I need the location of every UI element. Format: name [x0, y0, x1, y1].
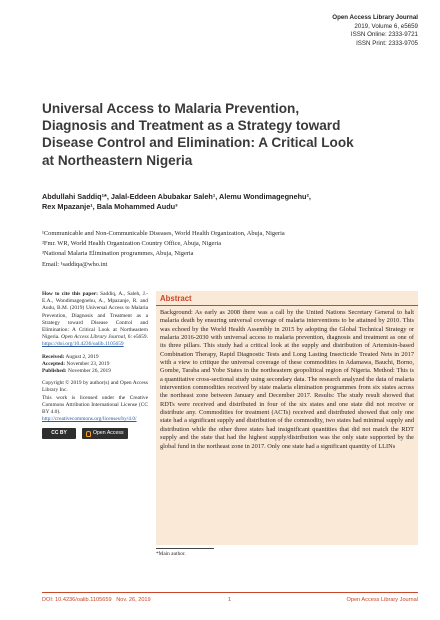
footer-divider — [42, 592, 418, 593]
footer-doi-date — [42, 597, 151, 603]
received-date: August 2, 2019 — [65, 353, 99, 360]
cc-by-badge[interactable]: CC BY — [42, 428, 76, 439]
page-number: 1 — [228, 597, 232, 603]
journal-volume: 2019, Volume 6, e5659 — [354, 22, 418, 30]
journal-name[interactable]: Open Access Library Journal — [332, 14, 418, 21]
author-list — [42, 192, 372, 213]
footer-journal: Open Access Library Journal — [346, 597, 418, 603]
license-text: This work is licensed under the Creative Commons Attribution International License (CC BY 4.0). — [42, 394, 148, 416]
citation-block — [42, 291, 148, 349]
article-title: Universal Access to Malaria Prevention, Diagnosis and Treatment as a Strategy toward Disease Control and Elimination: A Critical Look at Northeastern Nigeria — [42, 101, 354, 168]
footnote: *Main author. — [156, 551, 186, 557]
journal-issn-online: ISSN Online: 2333-9721 — [350, 31, 418, 39]
affiliation: ²Fmr. WR, World Health Organization Country Office, Abuja, Nigeria — [42, 240, 222, 248]
affiliation: ¹Communicable and Non-Communicable Diseases, World Health Organization, Abuja, Nigeria — [42, 230, 285, 237]
abstract-text: Background: As early as 2008 there was a call by the United Nations Secretary General to halt malaria death by ensuring universal coverage of malaria interventions to be attained by 2010. This was echoed by the World Health Assembly in 2015 by adopting the Global Technical Strategy or malaria 2016-2030 with universal access to malaria prevention, diagnosis and treatment as one of its three pillars. This study had a critical look at the supply and distribution of Artemisin-based Combination Therapy, Rapid Diagnostic Tests and Long Lasting Insecticide Treated Nets in 2017 with a view to critique the universal coverage of these commodities in Adamawa, Bauchi, Borno, Gombe, Taraba and Yobe States in the northeastern geopolitical region of Nigeria. Method: This is a quantitative cross-sectional study using secondary data. The research analyzed the data of malaria intervention commodities received by state malaria elimination programmes from six states across the northeast zone between January and December 2017. Results: The study result showed that RDTs were received and distributed in four of the six states and one state did not receive or distribute any. Commodities for treatment (ACTs) received and distributed showed that only one state had a significant supply and distribution of the commodity, two states had minimal supply and distribution while the other three states had insignificant quantities that did not match the RDT supply and the state that had the highest supply/distribution was the only state supported by the global fund in the northeast zone in 2017. Only one state had a significant quantity of LLINs — [160, 309, 414, 450]
license-block — [42, 380, 148, 423]
footnote-divider — [156, 548, 214, 549]
accepted-date: November 23, 2019 — [66, 360, 110, 367]
footer-doi[interactable]: DOI: 10.4236/oalib.1105659 — [42, 597, 112, 603]
citation-label: How to cite this paper: — [42, 291, 98, 297]
citation-text: Saddiq, A., Saleh, J.-E.A., Wondimagegnehu, A., Mpazanje, R. and Audu, B.M. (2019) Universal Access to Malaria Prevention, Diagnosis and Treatment as a Strategy toward Disease Control and Elimination: A Critical Look at Northeastern Nigeria. — [42, 291, 148, 341]
open-access-badge[interactable] — [82, 428, 128, 439]
dates-block — [42, 354, 148, 376]
citation-journal: Open Access Library Journal, — [61, 334, 127, 341]
copyright-text: Copyright © 2019 by author(s) and Open Access Library Inc. — [42, 380, 148, 394]
affiliations — [42, 229, 372, 270]
affiliation: ³National Malaria Elimination programmes, Abuja, Nigeria — [42, 250, 194, 258]
open-access-label: Open Access — [93, 430, 124, 437]
accepted-label: Accepted: — [42, 360, 66, 367]
badge-row — [42, 428, 148, 439]
contact-email[interactable]: Email: ¹saddiqa@who.int — [42, 260, 108, 268]
journal-issn-print: ISSN Print: 2333-9705 — [356, 39, 418, 47]
author-line: Abdullahi Saddiq¹*, Jalal-Eddeen Abubakar Saleh¹, Alemu Wondimagegnehu², — [42, 192, 311, 201]
published-date: November 26, 2019 — [67, 368, 111, 375]
license-link[interactable]: http://creativecommons.org/licenses/by/4.0/ — [42, 416, 137, 423]
footer-date: Nov. 26, 2019 — [116, 597, 151, 603]
abstract-heading: Abstract — [160, 294, 192, 303]
open-lock-icon — [86, 431, 91, 437]
received-label: Received: — [42, 353, 65, 360]
author-line: Rex Mpazanje¹, Bala Mohammed Audu³ — [42, 202, 178, 212]
citation-volume: 6: e5659. — [127, 334, 148, 341]
citation-doi-link[interactable]: https://doi.org/10.4236/oalib.1105659 — [42, 341, 124, 348]
abstract-divider — [156, 305, 418, 306]
article-info-sidebar — [42, 291, 148, 439]
journal-header — [332, 14, 418, 48]
published-label: Published: — [42, 368, 67, 375]
